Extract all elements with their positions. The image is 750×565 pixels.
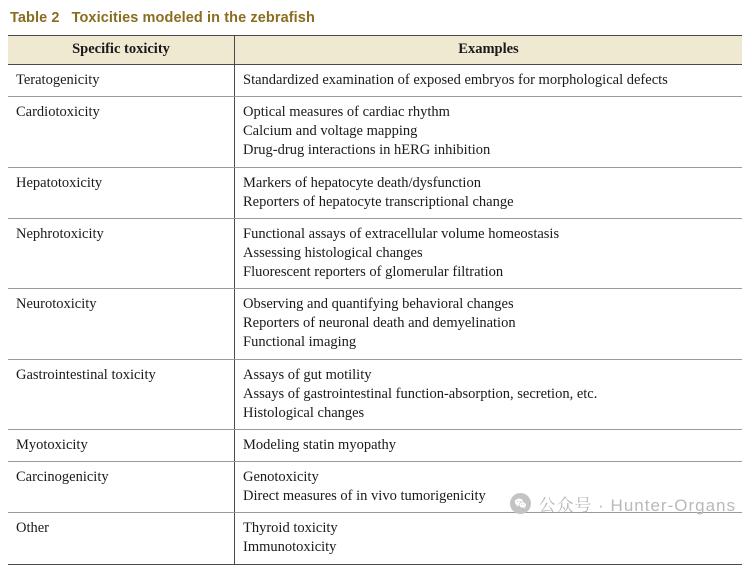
example-line: Genotoxicity	[243, 469, 319, 485]
example-line: Reporters of neuronal death and demyelination	[243, 315, 516, 332]
watermark-text: 公众号 · Hunter-Organs	[538, 496, 736, 515]
example-line: Markers of hepatocyte death/dysfunction	[243, 174, 481, 191]
table-caption	[10, 10, 742, 26]
toxicities-table	[8, 35, 742, 565]
table-row	[8, 218, 742, 288]
table-row	[8, 462, 742, 513]
example-line: Thyroid toxicity	[243, 520, 338, 537]
example-line: Observing and quantifying behavioral changes	[243, 296, 514, 313]
cell-toxicity: Other	[8, 513, 235, 564]
cell-toxicity: Neurotoxicity	[8, 289, 235, 359]
table-row	[8, 97, 742, 167]
cell-toxicity: Hepatotoxicity	[8, 167, 235, 218]
table-caption-label: Table 2	[10, 10, 60, 26]
example-line: Drug-drug interactions in hERG inhibition	[243, 142, 491, 159]
table-row	[8, 167, 742, 218]
table-header	[8, 36, 742, 65]
table-row	[8, 65, 742, 97]
cell-toxicity: Carcinogenicity	[8, 462, 235, 513]
example-line: Reporters of hepatocyte transcriptional change	[243, 193, 514, 210]
column-header-specific-toxicity: Specific toxicity	[8, 36, 235, 65]
cell-toxicity: Teratogenicity	[8, 65, 235, 97]
table-body	[8, 65, 742, 565]
example-line: Calcium and voltage mapping	[243, 123, 418, 140]
cell-examples	[235, 513, 743, 564]
table-caption-title: Toxicities modeled in the zebrafish	[71, 10, 315, 26]
example-line: Assessing histological changes	[243, 244, 423, 261]
example-line: Optical measures of cardiac rhythm	[243, 104, 450, 121]
cell-examples	[235, 65, 743, 97]
example-line: Assays of gastrointestinal function-absorption, secretion, etc.	[243, 385, 598, 402]
example-line: Immunotoxicity	[243, 539, 337, 556]
example-line: Functional assays of extracellular volume homeostasis	[243, 225, 560, 242]
example-line: Modeling statin myopathy	[243, 436, 397, 453]
cell-toxicity: Cardiotoxicity	[8, 97, 235, 167]
cell-examples	[235, 167, 743, 218]
table-row	[8, 289, 742, 359]
cell-toxicity: Myotoxicity	[8, 429, 235, 461]
example-line: Histological changes	[243, 404, 365, 421]
cell-examples	[235, 429, 743, 461]
example-line: Direct measures of in vivo tumorigenicity	[243, 488, 486, 505]
cell-toxicity: Nephrotoxicity	[8, 218, 235, 288]
cell-examples	[235, 359, 743, 429]
example-line: Fluorescent reporters of glomerular filtration	[243, 264, 504, 280]
cell-examples	[235, 97, 743, 167]
column-header-examples: Examples	[235, 36, 743, 65]
example-line: Standardized examination of exposed embryos for morphological defects	[243, 72, 668, 88]
cell-examples	[235, 289, 743, 359]
cell-toxicity: Gastrointestinal toxicity	[8, 359, 235, 429]
table-header-row	[8, 36, 742, 65]
table-row	[8, 513, 742, 564]
example-line: Functional imaging	[243, 334, 357, 351]
cell-examples	[235, 218, 743, 288]
table-row	[8, 429, 742, 461]
example-line: Assays of gut motility	[243, 366, 372, 383]
table-row	[8, 359, 742, 429]
cell-examples	[235, 462, 743, 513]
